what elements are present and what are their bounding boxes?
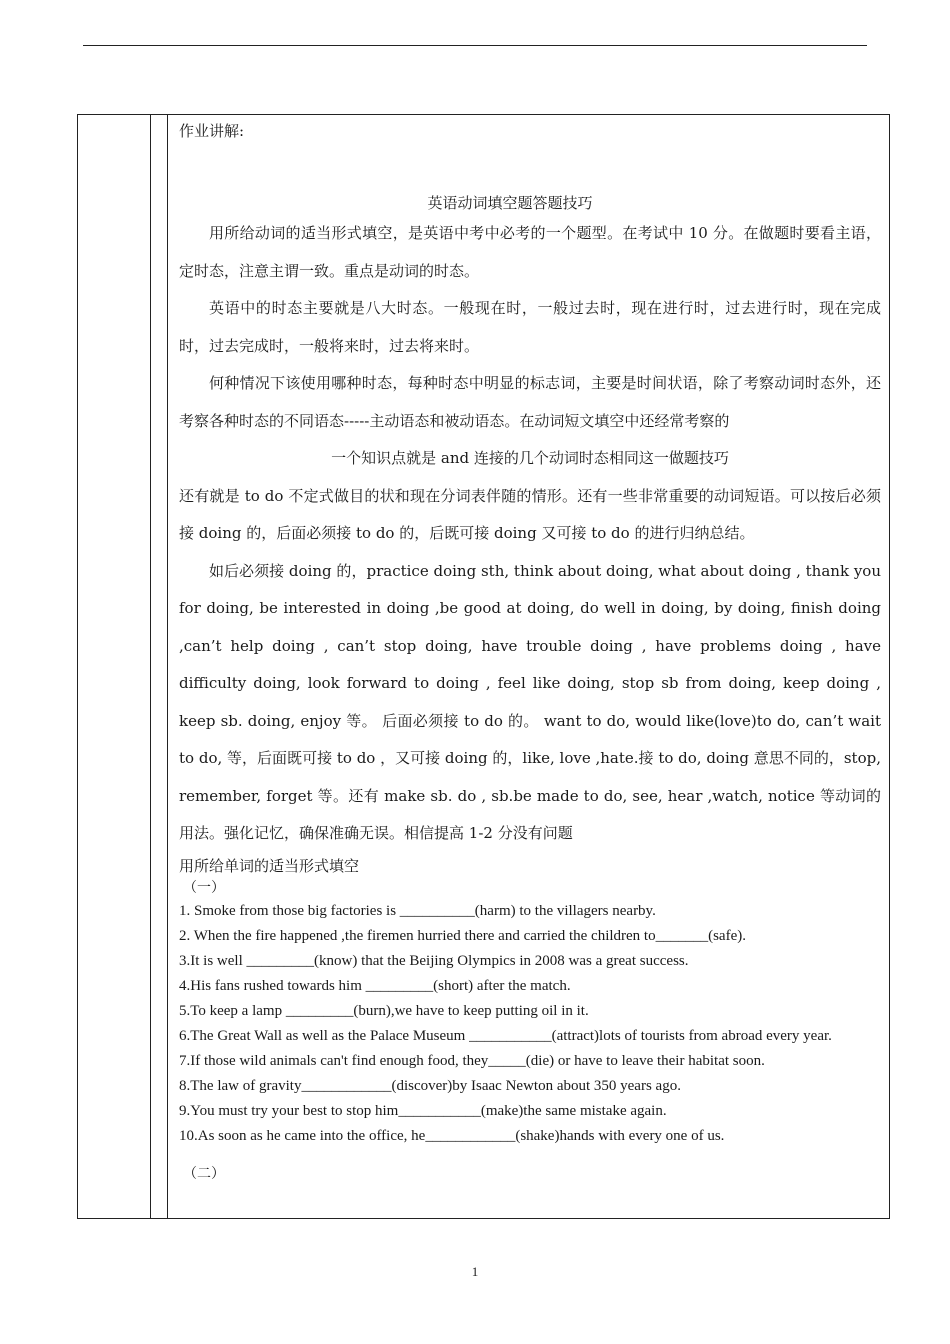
exercise-item: 10.As soon as he came into the office, he____________(shake)hands with every one of us. <box>179 1127 725 1144</box>
exercise-item: 9.You must try your best to stop him___________(make)the same mistake again. <box>179 1102 667 1119</box>
exercise-item: 3.It is well _________(know) that the Beijing Olympics in 2008 was a great success. <box>179 952 689 969</box>
paragraph: 如后必须接 doing 的，practice doing sth, think about doing, what about doing , thank you for doing, be interested in doing ,be good at doing, do well in doing, by doing, finish doing ,can’t help doing , can’t stop doing, have trouble doing , have problems doing , have difficulty doing, look forward to doing , feel like doing, stop sb from doing, keep doing , keep sb. doing, enjoy 等。 后面必须接 to do 的。 want to do, would like(love)to do, can’t wait to do, 等，后面既可接 to do ，又可接 doing 的，like, love ,hate.接 to do, doing 意思不同的，stop, remember, forget 等。还有 make sb. do , sb.be made to do, see, hear ,watch, notice 等动词的用法。强化记忆，确保准确无误。相信提高 1-2 分没有问题 <box>179 561 881 842</box>
section-label: （二） <box>183 1165 225 1182</box>
content-table <box>77 114 890 1219</box>
paragraph: 何种情况下该使用哪种时态，每种时态中明显的标志词，主要是时间状语，除了考察动词时态外，还考察各种时态的不同语态-----主动语态和被动语态。在动词短文填空中还经常考察的 <box>179 374 881 430</box>
paragraph: 英语中的时态主要就是八大时态。一般现在时，一般过去时，现在进行时，过去进行时，现在完成时，过去完成时，一般将来时，过去将来时。 <box>179 299 881 355</box>
paragraph: 还有就是 to do 不定式做目的状和现在分词表伴随的情形。还有一些非常重要的动词短语。可以按后必须接 doing 的，后面必须接 to do 的，后既可接 doing 又可接 to do 的进行归纳总结。 <box>179 486 881 542</box>
paragraph: 一个知识点就是 and 连接的几个动词时态相同这一做题技巧 <box>331 449 729 467</box>
page-number: 1 <box>471 1264 479 1279</box>
section-label: （一） <box>183 879 225 896</box>
column-divider <box>150 115 151 1218</box>
paragraph: 用所给动词的适当形式填空，是英语中考中必考的一个题型。在考试中 10 分。在做题时要看主语，定时态，注意主谓一致。重点是动词的时态。 <box>179 224 881 280</box>
exercise-list <box>179 899 881 1149</box>
exercise-item: 8.The law of gravity____________(discover)by Isaac Newton about 350 years ago. <box>179 1077 681 1094</box>
exercise-item: 1. Smoke from those big factories is __________(harm) to the villagers nearby. <box>179 902 656 919</box>
content-cell <box>179 121 881 1185</box>
exercise-item: 7.If those wild animals can't find enough food, they_____(die) or have to leave their habitat soon. <box>179 1052 765 1069</box>
column-divider <box>167 115 168 1218</box>
exercise-item: 4.His fans rushed towards him _________(short) after the match. <box>179 977 571 994</box>
section-heading: 作业讲解: <box>179 122 245 140</box>
exercise-title: 用所给单词的适当形式填空 <box>179 856 360 875</box>
header-rule <box>83 45 867 46</box>
exercise-item: 5.To keep a lamp _________(burn),we have to keep putting oil in it. <box>179 1002 589 1019</box>
exercise-item: 6.The Great Wall as well as the Palace Museum ___________(attract)lots of tourists from abroad every year. <box>179 1027 832 1044</box>
article-title: 英语动词填空题答题技巧 <box>427 194 593 212</box>
exercise-item: 2. When the fire happened ,the firemen hurried there and carried the children to_______(safe). <box>179 927 746 944</box>
